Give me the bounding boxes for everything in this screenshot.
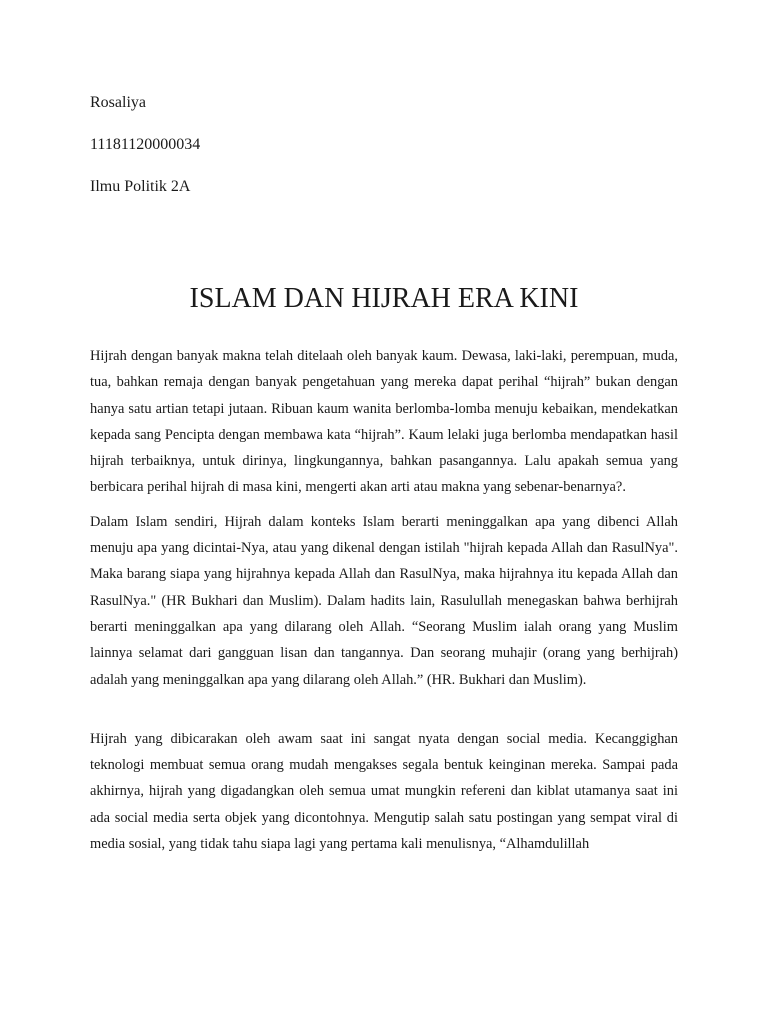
paragraph: Dalam Islam sendiri, Hijrah dalam konteks Islam berarti meninggalkan apa yang dibenci Allah menuju apa yang dicintai-Nya, atau yang dikenal dengan istilah "hijrah kepada Allah dan RasulNya". Maka barang siapa yang hijrahnya kepada Allah dan RasulNya, maka hijrahnya itu kepada Allah dan RasulNya." (HR Bukhari dan Muslim). Dalam hadits lain, Rasulullah menegaskan bahwa berhijrah berarti meninggalkan apa yang dilarang oleh Allah. “Seorang Muslim ialah orang yang Muslim lainnya selamat dari gangguan lisan dan tangannya. Dan seorang muhajir (orang yang berhijrah) adalah yang meninggalkan apa yang dilarang oleh Allah.” (HR. Bukhari dan Muslim). xyxy=(90,513,678,688)
document-title: ISLAM DAN HIJRAH ERA KINI xyxy=(189,283,579,314)
document-body xyxy=(90,343,678,857)
student-id: 11181120000034 xyxy=(90,136,201,153)
paragraph: Hijrah yang dibicarakan oleh awam saat ini sangat nyata dengan social media. Kecanggighan teknologi membuat semua orang mudah mengakses segala bentuk keinginan mereka. Sampai pada akhirnya, hijrah yang digadangkan oleh semua umat mungkin refereni dan kiblat utamanya saat ini ada social media serta objek yang dicontohnya. Mengutip salah satu postingan yang sempat viral di media sosial, yang tidak tahu siapa lagi yang pertama kali menulisnya, “Alhamdulillah xyxy=(90,730,678,853)
paragraph: Hijrah dengan banyak makna telah ditelaah oleh banyak kaum. Dewasa, laki-laki, perempuan, muda, tua, bahkan remaja dengan banyak pengetahuan yang mereka dapat perihal “hijrah” bukan dengan hanya satu artian tetapi jutaan. Ribuan kaum wanita berlomba-lomba menuju kebaikan, mendekatkan kepada sang Pencipta dengan membawa kata “hijrah”. Kaum lelaki juga berlomba mendapatkan hasil hijrah terbaiknya, untuk dirinya, lingkungannya, bahkan pasangannya. Lalu apakah semua yang berbicara perihal hijrah di masa kini, mengerti akan arti atau makna yang sebenar-benarnya?. xyxy=(90,348,678,496)
author-name: Rosaliya xyxy=(90,94,146,111)
class-name: Ilmu Politik 2A xyxy=(90,178,191,195)
